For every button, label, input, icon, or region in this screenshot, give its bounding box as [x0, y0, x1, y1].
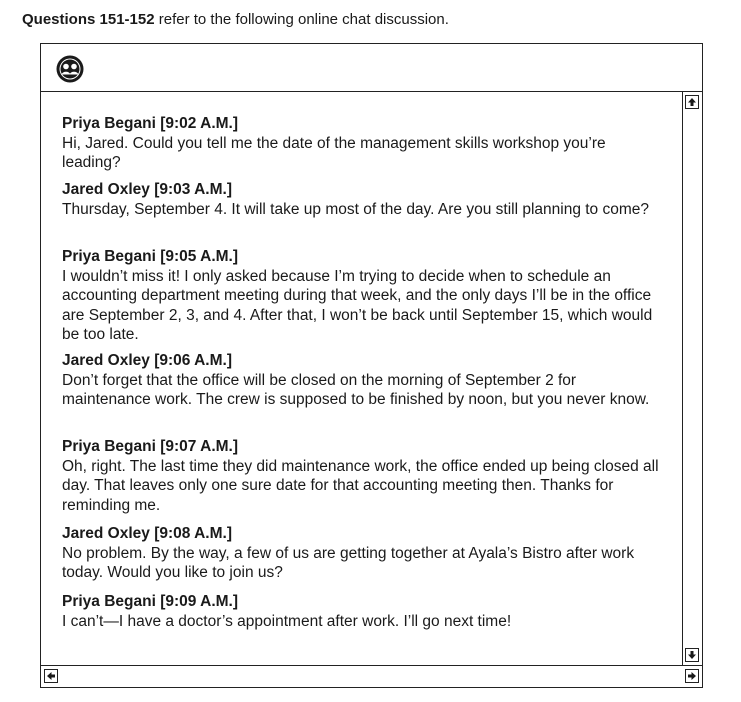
scroll-left-button[interactable] — [44, 669, 58, 683]
message-text: I wouldn’t miss it! I only asked because I’m trying to decide when to schedule an accounting department meeting during that week, and the only days I’ll be in the office are September 2, 3, and 4. After that, I won’t be back until September 15, which would be too late. — [62, 267, 653, 343]
chat-message — [62, 114, 662, 173]
arrow-left-icon — [46, 671, 56, 681]
message-header: Priya Begani [9:02 A.M.] — [62, 115, 239, 132]
message-header: Jared Oxley [9:03 A.M.] — [62, 181, 232, 198]
chat-people-icon — [56, 55, 84, 83]
message-header: Priya Begani [9:09 A.M.] — [62, 593, 239, 610]
chat-message — [62, 524, 662, 583]
vertical-scrollbar[interactable] — [682, 92, 702, 665]
chat-titlebar — [41, 44, 702, 92]
message-header: Priya Begani [9:05 A.M.] — [62, 248, 239, 265]
scroll-up-button[interactable] — [685, 95, 699, 109]
message-text: Hi, Jared. Could you tell me the date of the management skills workshop you’re leading? — [62, 134, 606, 171]
message-text: Thursday, September 4. It will take up most of the day. Are you still planning to come? — [62, 200, 650, 218]
scroll-down-button[interactable] — [685, 648, 699, 662]
arrow-right-icon — [687, 671, 697, 681]
chat-message — [62, 437, 662, 515]
chat-window — [40, 43, 703, 688]
chat-message — [62, 180, 662, 219]
scroll-right-button[interactable] — [685, 669, 699, 683]
message-text: No problem. By the way, a few of us are getting together at Ayala’s Bistro after work today. Would you like to join us? — [62, 544, 635, 581]
intro-description: refer to the following online chat discussion. — [158, 11, 449, 28]
arrow-up-icon — [687, 97, 697, 107]
chat-message — [62, 247, 662, 345]
chat-content — [41, 92, 680, 665]
message-header: Priya Begani [9:07 A.M.] — [62, 438, 239, 455]
questions-label: Questions 151-152 — [22, 11, 155, 28]
chat-message — [62, 592, 662, 631]
question-intro — [22, 10, 449, 30]
chat-message — [62, 351, 662, 410]
horizontal-scrollbar[interactable] — [41, 665, 702, 687]
message-header: Jared Oxley [9:08 A.M.] — [62, 525, 232, 542]
arrow-down-icon — [687, 650, 697, 660]
message-text: I can’t—I have a doctor’s appointment after work. I’ll go next time! — [62, 612, 512, 630]
message-header: Jared Oxley [9:06 A.M.] — [62, 352, 232, 369]
message-text: Oh, right. The last time they did maintenance work, the office ended up being closed all day. That leaves only one sure date for that accounting meeting then. Thanks for reminding me. — [62, 457, 659, 514]
message-text: Don’t forget that the office will be closed on the morning of September 2 for maintenance work. The crew is supposed to be finished by noon, but you never know. — [62, 371, 650, 408]
